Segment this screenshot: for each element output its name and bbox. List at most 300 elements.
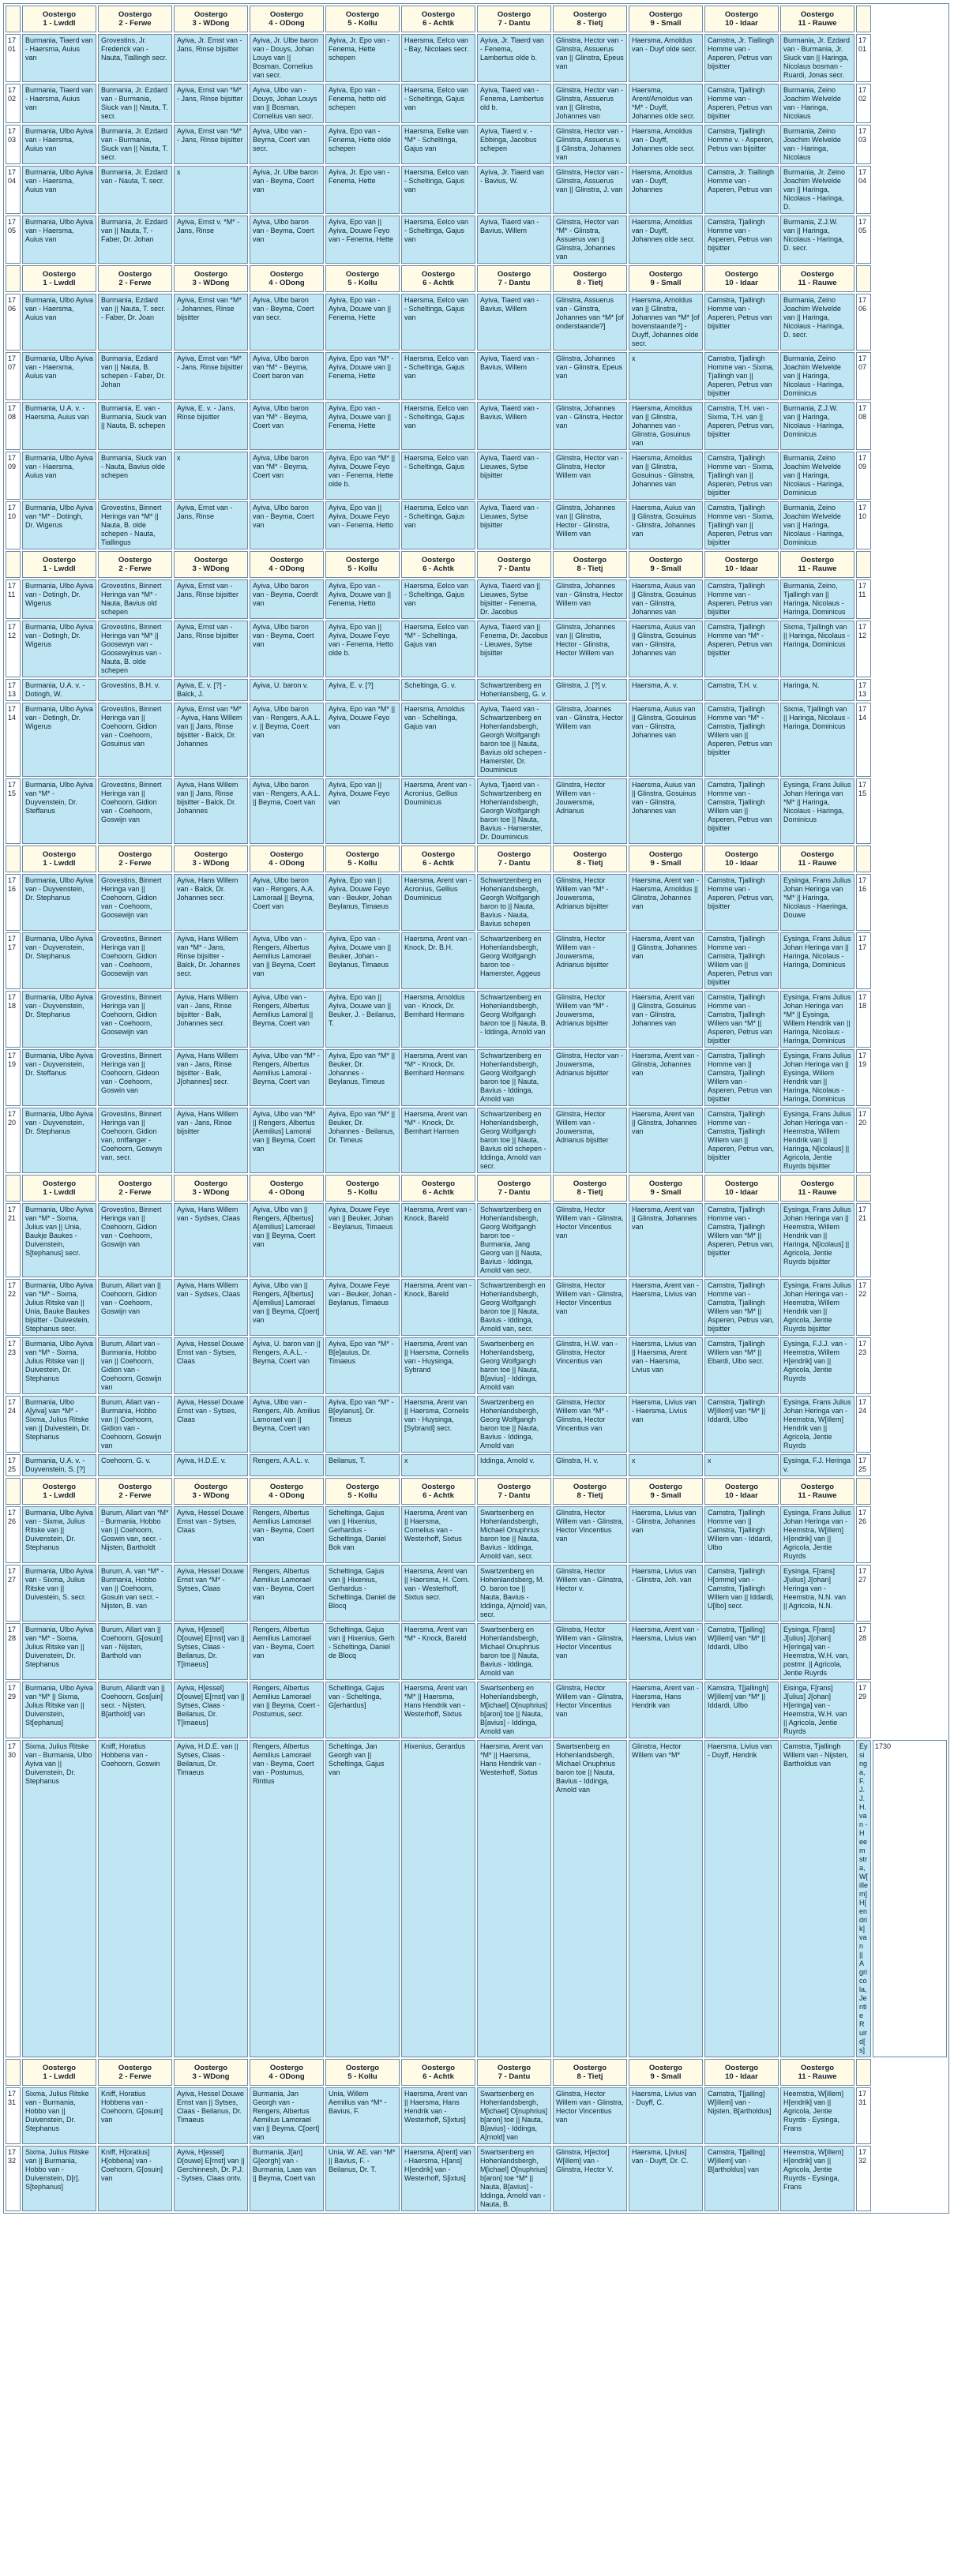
table-cell: x — [401, 1454, 475, 1476]
table-cell: Burmania, Ezdard van || Nauta, B. schepen - Faber, Dr. Johan — [98, 352, 172, 400]
column-name: 5 - Kollu — [347, 859, 377, 868]
table-cell: Ayiva, Ernst van *M* - Jans, Rinse bijsitter — [174, 84, 248, 123]
column-header — [98, 1478, 172, 1505]
year-label-right: 1732 — [856, 2146, 871, 2211]
table-cell: Ayiva, Tiaerd v. - Ebbinga, Jacobus schepen — [477, 125, 551, 164]
column-header-row — [6, 2059, 947, 2086]
column-header — [22, 551, 96, 578]
table-cell: Ayiva, Tiaerd van - Lieuwes, Sytse bijsitter — [477, 452, 551, 500]
corner-cell — [6, 6, 21, 32]
table-cell: Burmania, Ulbo Ayiva van - Haersma, Auius van — [22, 352, 96, 400]
table-cell: Camstra, T[jalling] W[illem] van - Nijsten, B[artholdus] — [704, 2087, 779, 2144]
table-cell: Glinstra, Johannes van || Glinstra, Hector - Glinstra, Willem van — [553, 501, 627, 549]
column-name: 11 - Rauwe — [798, 1491, 837, 1500]
table-cell: Camstra, Tjallingh W[illem] van *M* || Iddardi, Ulbo — [704, 1396, 779, 1453]
table-cell: Camstra, Tjallingh Homme van *M* - Camstra, Tjallingh Willem van || Asperen, Petrus van bijsitter — [704, 703, 779, 777]
table-cell: Burmania, Tiaerd van - Haersma, Auius van — [22, 84, 96, 123]
table-cell: Haersma, Arent van - Knock, Bareld — [401, 1203, 475, 1277]
table-cell: Camstra, Tjallingh Homme van - Camstra, Tjallingh Willem van || Asperen, Petrus van bijsitter — [704, 778, 779, 844]
year-label-left: 1729 — [6, 1682, 21, 1738]
table-cell: Burum, Allart van || Coehoorn, Gidion van - Coehoorn, Goswijn van — [98, 1279, 172, 1336]
column-region: Oostergo — [800, 556, 835, 564]
table-cell: Haersma, Arnoldus van - Knock, Dr. Bernhard Hermans — [401, 991, 475, 1048]
column-name: 3 - WDong — [192, 279, 230, 287]
column-header — [98, 1175, 172, 1202]
column-header — [174, 1478, 248, 1505]
table-cell: Heemstra, W[illem] H[endrik] van || Agricola, Jentie Ruyrds - Eysinga, Frans — [780, 2146, 854, 2211]
column-header — [477, 846, 551, 872]
table-cell: Burmania, Siuck van - Nauta, Bavius olde schepen — [98, 452, 172, 500]
table-cell: Camstra, T.H. van - Sixma, T.H. van || Asperen, Petrus van, bijsitter — [704, 402, 779, 450]
year-label-right: 1718 — [856, 991, 871, 1048]
year-label-right: 1723 — [856, 1337, 871, 1394]
column-region: Oostergo — [118, 2064, 152, 2072]
column-region: Oostergo — [497, 2064, 531, 2072]
table-cell: Eysinga, Frans Julius Johan Heringa van *M* || Haringa, Nicolaus - Haringa, Dominicus — [780, 778, 854, 844]
table-cell: Scheltinga, G. v. — [401, 679, 475, 701]
corner-cell — [6, 846, 21, 872]
table-cell: Haersma, Arent van *M* || Haersma, Hans Hendrik van - Westerhoff, Sixtus — [401, 1682, 475, 1738]
table-cell: Eysinga, Frans Julius Johan Heringa van || Heemstra, Willem Hendrik van || Haringa, N[icolaus] || Agricola, Jentie Ruyrds bijsitter — [780, 1203, 854, 1277]
table-cell: Haersma, Arent van || Glinstra, Johannes van — [629, 932, 703, 989]
table-cell: Ayiva, H.D.E. v. — [174, 1454, 248, 1476]
table-cell: Ayiva, Douwe Feye van || Beuker, Johan - Beylanus, Timaeus — [325, 1203, 400, 1277]
table-cell: Ayiva, Ernst van *M* - Johannes, Rinse bijsitter — [174, 294, 248, 351]
table-cell: Haersma, Arent/Arnoldus van *M* - Duyff, Johannes olde secr. — [629, 84, 703, 123]
table-cell: Glinstra, Hector Willem van - Jouwersma, Adrianus bijsitter — [553, 932, 627, 989]
column-header — [553, 846, 627, 872]
table-cell: Ayiva, Hans Willem van || Jans, Rinse bijsitter - Balck, Dr. Johannes — [174, 778, 248, 844]
table-cell: Camstra, Tjallingh Homme van - Sixma, Tjallingh van || Asperen, Petrus van bijsitter — [704, 352, 779, 400]
table-cell: Haersma, Eelco van - Scheltinga, Gajus van — [401, 294, 475, 351]
table-cell: Ayiva, Ulbo van - Beyma, Coert van secr. — [250, 125, 324, 164]
table-cell: Haersma, Auius van || Glinstra, Gosuinus van - Glinstra, Johannes van — [629, 778, 703, 844]
year-label-left: 1707 — [6, 352, 21, 400]
table-cell: Eysinga, F[rans] J[ulius] J[ohan] H[eringa] van - Heemstra, W.H. van, postmr. || Agricola, Jentie Ruyrds — [780, 1623, 854, 1680]
table-cell: Haersma, A[rent] van - Haersma, H[ans] H[endrik] van - Westerhoff, S[ixtus] — [401, 2146, 475, 2211]
year-row — [6, 874, 947, 931]
table-cell: Haersma, L[ivius] van - Duyff, Dr. C. — [629, 2146, 703, 2211]
table-cell: Haersma, Arent van *M* - Knock, Bareld — [401, 1623, 475, 1680]
year-label-left: 1718 — [6, 991, 21, 1048]
column-header — [629, 846, 703, 872]
column-name: 8 - Tietj — [577, 19, 603, 28]
table-cell: Ayiva, U. baron v. — [250, 679, 324, 701]
column-region: Oostergo — [800, 850, 835, 859]
column-region: Oostergo — [193, 556, 228, 564]
column-header — [629, 551, 703, 578]
column-header — [325, 1478, 400, 1505]
column-region: Oostergo — [269, 2064, 304, 2072]
column-header — [780, 6, 854, 32]
table-cell: Ayiva, H[essel] D[ouwe] E[rnst] van || Sytses, Claas - Beilanus, Dr. T[imaeus] — [174, 1623, 248, 1680]
table-cell: Haringa, N. — [780, 679, 854, 701]
table-cell: Camstra, Tjallingh Homme van - Camstra, Tjallingh Willem van *M* || Asperen, Petrus van bijsitter — [704, 991, 779, 1048]
table-cell: Grovestins, Binnert Heringa van || Coehoorn, Gidion van, ontfanger - Coehoorn, Goswyn van, secr. — [98, 1108, 172, 1173]
table-cell: Burum, Allart van - Burmania, Hobbo van || Coehoorn, Gidion van - Coehoorn, Goswijn van — [98, 1396, 172, 1453]
column-region: Oostergo — [42, 270, 77, 279]
table-cell: Eysinga, Frans Julius Johan Heringa van - Heemstra, Willem Hendrik van || Agricola, Jentie Ruyrds bijsitter — [780, 1279, 854, 1336]
year-label-left: 1709 — [6, 452, 21, 500]
table-cell: Ayiva, Jr. Ulbe baron van - Douys, Johan Louys van || Bosman, Cornelius van secr. — [250, 34, 324, 82]
column-name: 4 - ODong — [269, 564, 305, 573]
corner-cell — [6, 1175, 21, 1202]
year-row — [6, 501, 947, 549]
column-region: Oostergo — [345, 1483, 380, 1491]
column-header — [401, 1175, 475, 1202]
table-cell: Ayiva, Epo van || Ayiva, Douwe Feyo van - Fenema, Hetto — [325, 501, 400, 549]
table-cell: Glinstra, Hector van - Jouwersma, Adrianus bijsitter — [553, 1049, 627, 1106]
table-cell: Ayiva, Ulbo van || Rengers, A[lbertus] A[emilius] Lamorael van || Beyma, C[oert] van — [250, 1279, 324, 1336]
table-cell: Burmania, Ulbo Ayiva van - Haersma, Auius van — [22, 452, 96, 500]
table-cell: Scheltinga, Gajus van - Scheltinga, G[erhardus] — [325, 1682, 400, 1738]
table-cell: Haersma, Livius van - Duyff, C. — [629, 2087, 703, 2144]
table-cell: Glinstra, Johannes van - Glinstra, Epeus van — [553, 352, 627, 400]
column-header — [780, 2059, 854, 2086]
year-label-right: 1707 — [856, 352, 871, 400]
table-cell: Glinstra, Hector van - Glinstra, Assuerus v. || Glinstra, Johannes van — [553, 125, 627, 164]
column-header — [477, 2059, 551, 2086]
column-region: Oostergo — [269, 556, 304, 564]
year-label-left: 1705 — [6, 216, 21, 264]
table-cell: Ayiva, Epo van - Ayiva, Douwe van || Fenema, Hette — [325, 294, 400, 351]
year-label-right: 1713 — [856, 679, 871, 701]
column-name: 1 - Lwddl — [43, 2072, 76, 2081]
table-cell: Schwartzenberg en Hohenlandsbergh, Georg Wolfgangh baron toe - Burmania, Jang Georg van || Nauta, Bavius - Iddinga, Arnold van secr. — [477, 1203, 551, 1277]
table-cell: Haersma, Livius van - Duyff, Hendrik — [704, 1740, 779, 2057]
column-region: Oostergo — [648, 850, 683, 859]
column-name: 4 - ODong — [269, 279, 305, 287]
column-region: Oostergo — [573, 1483, 607, 1491]
column-name: 2 - Ferwe — [118, 2072, 152, 2081]
table-cell: Ayiva, Ernst van - Jans, Rinse — [174, 501, 248, 549]
table-cell: Glinstra, Hector Willem van - Glinstra, Hector Vincentius van — [553, 1623, 627, 1680]
column-region: Oostergo — [421, 1483, 456, 1491]
table-cell: Kniff, Horatius Hobbena van - Coehoorn, G[osuin] van — [98, 2087, 172, 2144]
table-cell: Haersma, Livius van - Haersma, Livius van — [629, 1396, 703, 1453]
column-name: 11 - Rauwe — [798, 859, 837, 868]
table-cell: x — [629, 352, 703, 400]
column-header — [401, 6, 475, 32]
column-name: 3 - WDong — [192, 2072, 230, 2081]
table-cell: Ayiva, Ernst van *M* - Jans, Rinse bijsitter — [174, 125, 248, 164]
year-label-right: 1720 — [856, 1108, 871, 1173]
column-name: 2 - Ferwe — [118, 279, 152, 287]
table-cell: Glinstra, Hector Willem van - Glinstra, Hector Vincentius van — [553, 1203, 627, 1277]
table-cell: Ayiva, Epo van || Ayiva, Douwe Feyo van - Beuker, Johan Beylanus, Timaeus — [325, 874, 400, 931]
year-label-left: 1719 — [6, 1049, 21, 1106]
column-region: Oostergo — [648, 2064, 683, 2072]
table-cell: Ayiva, Tiaerd van || Fenema, Dr. Jacobus - Lieuwes, Sytse bijsitter — [477, 621, 551, 677]
column-name: 10 - Idaar — [725, 19, 758, 28]
table-cell: Burmania, Ulbo Ayiva van - Dotingh, Dr. Wigerus — [22, 579, 96, 619]
table-cell: Camstra, T[jalling] W[illem] van *M* || Iddardi, Ulbo — [704, 1623, 779, 1680]
year-label-left: 1722 — [6, 1279, 21, 1336]
column-region: Oostergo — [497, 1483, 531, 1491]
table-cell: Glinstra, Hector Willem van - Jouwersma, Adrianus bijsitter — [553, 1108, 627, 1173]
column-header — [325, 551, 400, 578]
table-cell: Glinstra, J. [?] v. — [553, 679, 627, 701]
table-cell: Ayiva, Ulbo baron van - Rengers, A.A.L. || Beyma, Coert van — [250, 778, 324, 844]
column-header — [174, 551, 248, 578]
corner-cell — [856, 846, 871, 872]
year-label-right: 1731 — [856, 2087, 871, 2144]
column-header — [174, 265, 248, 292]
column-header — [22, 2059, 96, 2086]
table-cell: Burmania, Zeino Joachim Welvelde van || Haringa, Nicolaus - Haringa, Dominicus — [780, 452, 854, 500]
year-label-right: 1701 — [856, 34, 871, 82]
column-header — [325, 846, 400, 872]
year-label-right: 1711 — [856, 579, 871, 619]
year-label-left: 1726 — [6, 1506, 21, 1563]
table-cell: Sixma, Tjallingh van || Haringa, Nicolaus - Haringa, Dominicus — [780, 703, 854, 777]
table-cell: Burmania, U.A. v. - Dotingh, W. — [22, 679, 96, 701]
year-label-left: 1732 — [6, 2146, 21, 2211]
table-cell: Schwartzenberg en Hohenlansberg, G. v. — [477, 679, 551, 701]
table-cell: Burmania, Jr. Ezdard van - Burmania, Jr. Siuck van || Haringa, Nicolaus bosman - Ruardi, Jonas secr. — [780, 34, 854, 82]
column-name: 5 - Kollu — [347, 1188, 377, 1197]
table-cell: Burmania, Ulbo Ayiva van *M* - Sixma, Julius Ritske van || Unia, Bauke Baukes bijsitter - Duivestein, Stephanus secr. — [22, 1279, 96, 1336]
column-header — [325, 2059, 400, 2086]
column-header — [401, 846, 475, 872]
table-cell: Scheltinga, Jan Georgh van || Scheltinga, Gajus van — [325, 1740, 400, 2057]
column-name: 4 - ODong — [269, 1188, 305, 1197]
column-header — [780, 551, 854, 578]
table-cell: Swartsenberg en Hohenlandsbergh, M[ichael] O[nuphrius] b[aron] toe *M* || Nauta, B[avius] - Iddinga, Arnold van - Nauta, B. — [477, 2146, 551, 2211]
column-name: 8 - Tietj — [577, 1188, 603, 1197]
column-region: Oostergo — [800, 2064, 835, 2072]
table-cell: Ayiva, Ulbo baron van - Beyma, Coert van secr. — [250, 294, 324, 351]
column-region: Oostergo — [269, 10, 304, 19]
year-label-left: 1725 — [6, 1454, 21, 1476]
table-cell: Haersma, Eelco van - Scheltinga, Gajus van — [401, 501, 475, 549]
table-cell: Swartsenberg en Hohenlandsbergh, Michael Onuphrius baron toe || Nauta, Bavius - Iddinga, Arnold van, secr. — [477, 1506, 551, 1563]
table-cell: Ayiva, Epo van *M* - B[e]auius, Dr. Timaeus — [325, 1337, 400, 1394]
table-cell: Ayiva, Hessel Douwe Ernst van - Sytses, Claas — [174, 1396, 248, 1453]
column-region: Oostergo — [118, 556, 152, 564]
table-cell: Sixma, Tjallingh van || Haringa, Nicolaus - Haringa, Dominicus — [780, 621, 854, 677]
table-cell: Camstra, Tjallingh Homme van - Asperen, Petrus van bijsitter — [704, 216, 779, 264]
table-cell: Haersma, Arnoldus van - Duyff, Johannes olde secr. — [629, 216, 703, 264]
table-cell: Glinstra, Hector Willem van - Jouwersma, Adrianus — [553, 778, 627, 844]
table-cell: Haersma, Eelco van - Scheltinga, Gajus van — [401, 402, 475, 450]
year-label-right: 1719 — [856, 1049, 871, 1106]
column-header — [553, 6, 627, 32]
table-cell: Ayiva, Jr. Ulbe baron van - Beyma, Coert van — [250, 166, 324, 214]
table-cell: Ayiva, Tjaerd van - Schwartzenberg en Hohenlandsbergh, Georgh Wolfgangh baron toe || Nauta, Bavius - Hamerster, Dr. Douminicus — [477, 778, 551, 844]
year-row — [6, 778, 947, 844]
table-cell: Glinstra, Hector Willem van *M* - Jouwersma, Adrianus bijsitter — [553, 874, 627, 931]
column-region: Oostergo — [193, 1483, 228, 1491]
table-cell: Haersma, Arent van - Knock, Dr. B.H. — [401, 932, 475, 989]
table-cell: Burmania, Ulbo Ayiva van - Duyvenstein, Dr. Stephanus — [22, 874, 96, 931]
table-cell: Ayiva, Epo van *M* - B[eylanus], Dr. Timeus — [325, 1396, 400, 1453]
table-cell: Kamstra, T[jallingh] W[illem] van *M* || Iddardi, Ulbo — [704, 1682, 779, 1738]
table-cell: Schwartzenberg en Hohenlandsbergh, Georg Wolfgangh baron toe || Nauta, Bavius old schepen - Iddinga, Arnold van secr. — [477, 1108, 551, 1173]
table-cell: Burmania, Ulbo Ayiva van *M* - Sixma, Julius van || Unia, Baukje Baukes - Duivenstein, S[tephanus] secr. — [22, 1203, 96, 1277]
table-cell: Haersma, Eelco van - Scheltinga, Gajus — [401, 452, 475, 500]
year-label-left: 1720 — [6, 1108, 21, 1173]
column-region: Oostergo — [421, 556, 456, 564]
column-name: 9 - Small — [650, 19, 682, 28]
column-region: Oostergo — [573, 556, 607, 564]
table-cell: Scheltinga, Gajus van || Hixenius, Gerhardus - Scheltinga, Daniel de Blocq — [325, 1565, 400, 1622]
year-row — [6, 166, 947, 214]
table-cell: Glinstra, Hector Willem van - Glinstra, Hector v. — [553, 1565, 627, 1622]
table-cell: Sixma, Julius Ritske van || Burmania, Hobbo van - Duivenstein, D[r]. S[tephanus] — [22, 2146, 96, 2211]
table-cell: Haersma, Eelco van *M* - Scheltinga, Gajus van — [401, 621, 475, 677]
column-name: 4 - ODong — [269, 19, 305, 28]
table-cell: Camstra, Tjallingh Homme van - Camstra, Tjallingh Willem van *M* || Asperen, Petrus van, bijsitter — [704, 1203, 779, 1277]
table-cell: Ayiva, Ulbo baron van - Beyma, Coert van — [250, 501, 324, 549]
column-header — [780, 265, 854, 292]
table-cell: Grovestins, Binnert Heringa van || Coehoorn, Gidion van - Coehoorn, Goosewijn van — [98, 991, 172, 1048]
table-cell: Glinstra, H.W. van - Glinstra, Hector Vincentius van — [553, 1337, 627, 1394]
column-region: Oostergo — [193, 850, 228, 859]
column-header — [98, 846, 172, 872]
column-header — [780, 846, 854, 872]
table-cell: Burmania, Ulbo A[yiva] van *M* - Sixma, Julius Ritske van || Duivestein, Dr. Stephanus — [22, 1396, 96, 1453]
year-label-right: 1721 — [856, 1203, 871, 1277]
column-header — [22, 846, 96, 872]
column-name: 8 - Tietj — [577, 1491, 603, 1500]
table-cell: Ayiva, Ulbo van || Rengers, A[lbertus] A[emilius] Lamorael van || Beyma, Coert van — [250, 1203, 324, 1277]
table-cell: Haersma, Arent van - Haersma, Livius van — [629, 1279, 703, 1336]
table-cell: Haersma, Arnoldus van - Scheltinga, Gajus van — [401, 703, 475, 777]
table-cell: Ayiva, Ulbo van - Rengers, Alb. Amilius Lamorael van || Beyma, Coert van — [250, 1396, 324, 1453]
table-cell: Haersma, Arent van - Haersma, Livius van — [629, 1623, 703, 1680]
table-cell: Eysinga, F.J. Heringa v. — [780, 1454, 854, 1476]
column-header — [250, 2059, 324, 2086]
table-cell: Glinstra, Hector van - Glinstra, Assuerus van || Glinstra, Epeus van — [553, 34, 627, 82]
column-name: 9 - Small — [650, 859, 682, 868]
table-cell: Camstra, T.H. v. — [704, 679, 779, 701]
year-row — [6, 352, 947, 400]
table-cell: Haersma, Arent van - Knock, Bareld — [401, 1279, 475, 1336]
column-name: 10 - Idaar — [725, 564, 758, 573]
table-cell: Haersma, Eelco van - Scheltinga, Gajus van — [401, 84, 475, 123]
column-region: Oostergo — [497, 10, 531, 19]
year-row — [6, 991, 947, 1048]
table-cell: Burmania, Zeino Joachim Welvelde van || Haringa, Nicolaus - Haringa, Dominicus — [780, 352, 854, 400]
table-cell: Haersma, Arent van || Haersma, Cornelius van - Westerhoff, Sixtus — [401, 1506, 475, 1563]
table-cell: Haersma, Arent van - Glinstra, Johannes van — [629, 1049, 703, 1106]
column-name: 5 - Kollu — [347, 2072, 377, 2081]
column-name: 5 - Kollu — [347, 19, 377, 28]
column-name: 2 - Ferwe — [118, 1491, 152, 1500]
column-region: Oostergo — [724, 2064, 759, 2072]
table-cell: Kniff, Horatius Hobbena van - Coehoorn, Goswin — [98, 1740, 172, 2057]
column-region: Oostergo — [648, 1179, 683, 1188]
table-cell: Eysinga, Frans Julius Johan Heringa van *M* || Haringa, Nicolaus - Haeringa, Douwe — [780, 874, 854, 931]
table-cell: Ayiva, Epo van *M* || Beuker, Dr. Johannes - Beylanus, Timeus — [325, 1049, 400, 1106]
column-region: Oostergo — [421, 270, 456, 279]
year-row — [6, 621, 947, 677]
column-name: 3 - WDong — [192, 1188, 230, 1197]
column-region: Oostergo — [724, 270, 759, 279]
table-cell: Ayiva, E. v. - Jans, Rinse bijsitter — [174, 402, 248, 450]
table-cell: Rengers, Albertus Aemilius Lamorael van - Beyma, Coert van — [250, 1565, 324, 1622]
column-name: 6 - Achtk — [423, 1188, 454, 1197]
column-header — [22, 6, 96, 32]
corner-cell — [856, 265, 871, 292]
column-region: Oostergo — [497, 850, 531, 859]
year-label-left: 1710 — [6, 501, 21, 549]
column-name: 11 - Rauwe — [798, 1188, 837, 1197]
table-cell: Burmania, Z.J.W. van || Haringa, Nicolaus - Haringa, Dominicus — [780, 402, 854, 450]
table-cell: Ayiva, Jr. Epo van - Fenema, Hette — [325, 166, 400, 214]
table-cell: Burmania, Jan Georgh van - Rengers, Albertus Aemilius Lamorael van || Beyma, C[oert] van — [250, 2087, 324, 2144]
column-region: Oostergo — [800, 1179, 835, 1188]
table-cell: Ayiva, Ernst van - Jans, Rinse bijsitter — [174, 621, 248, 677]
table-cell: Haersma, Livius van || Haersma, Arent van - Haersma, Livius van — [629, 1337, 703, 1394]
table-cell: Burum, A. van *M* - Burmania, Hobbo van || Coehoorn, Gosuin van secr. - Nijsten, B. van — [98, 1565, 172, 1622]
table-cell: Glinstra, Hector Willem van *M* — [629, 1740, 703, 2057]
table-cell: Ayiva, Hessel Douwe Ernst van - Sytses, Claas — [174, 1337, 248, 1394]
column-header — [325, 6, 400, 32]
table-cell: Burmania, Jr. Ezdard van - Burmania, Siuck van || Nauta, T. secr. — [98, 125, 172, 164]
table-cell: Haersma, Arnoldus van || Glinstra, Johannes van - Glinstra, Gosuinus van — [629, 402, 703, 450]
table-cell: Camstra, Tjallingh Homme van - Camstra, Tjallingh Willem van || Asperen, Petrus van, bijsitter — [704, 1108, 779, 1173]
column-name: 9 - Small — [650, 2072, 682, 2081]
column-header — [325, 265, 400, 292]
year-label-right: 1716 — [856, 874, 871, 931]
table-cell: Rengers, Albertus Aemilius Lamorael van - Beyma, Coert van - Postumus, Rintius — [250, 1740, 324, 2057]
year-row — [6, 1337, 947, 1394]
year-label-left: 1730 — [6, 1740, 21, 2057]
table-cell: Ayiva, Hans Willem van - Jans, Rinse bijsitter - Balk, J[ohannes] secr. — [174, 1049, 248, 1106]
table-cell: Glinstra, Johannes van - Glinstra, Hector Willem van — [553, 579, 627, 619]
table-cell: Grovestins, Binnert Heringa van || Coehoorn, Gidion van - Coehoorn, Goswijn van — [98, 778, 172, 844]
column-name: 7 - Dantu — [498, 859, 531, 868]
table-cell: Burmania, Zeino Joachim Welvelde van - Haringa, Nicolaus — [780, 84, 854, 123]
column-header — [174, 6, 248, 32]
column-region: Oostergo — [118, 850, 152, 859]
column-name: 6 - Achtk — [423, 1491, 454, 1500]
table-cell: Iddinga, Arnold v. — [477, 1454, 551, 1476]
table-cell: Burmania, Ulbo Ayiva van - Dotingh, Dr. Wigerus — [22, 703, 96, 777]
column-region: Oostergo — [193, 10, 228, 19]
column-name: 1 - Lwddl — [43, 279, 76, 287]
table-cell: Ayiva, H.D.E. van || Sytses, Claas - Beilanus, Dr. Timaeus — [174, 1740, 248, 2057]
column-region: Oostergo — [421, 850, 456, 859]
year-label-right: 1709 — [856, 452, 871, 500]
year-row — [6, 1565, 947, 1622]
table-cell: Burmania, Ulbo Ayiva van - Sixma, Julius Ritske van || Duivenstein, Dr. Stephanus — [22, 1506, 96, 1563]
table-cell: Kniff, H[oratius] H[obbena] van - Coehoorn, G[osuin] van — [98, 2146, 172, 2211]
table-cell: Ayiva, Epo van *M* - Ayiva, Douwe van || Fenema, Hette — [325, 352, 400, 400]
table-cell: Haersma, Eelco van - Scheltinga, Gajus van — [401, 216, 475, 264]
column-header — [477, 1478, 551, 1505]
table-cell: Burmania, Ulbo Ayiva van *M* - Dotingh, Dr. Wigerus — [22, 501, 96, 549]
table-cell: Ayiva, Ernst van *M* - Jans, Rinse bijsitter — [174, 352, 248, 400]
table-cell: Ayiva, U. baron van || Rengers, A.A.L. - Beyma, Coert van — [250, 1337, 324, 1394]
table-cell: Haersma, Arnoldus van - Duyff, Johannes — [629, 166, 703, 214]
table-cell: Schwartzenberg en Hohenlandsbergh, Georg Wolfgangh baron toe || Nauta, B. - Iddinga, Arnold van — [477, 991, 551, 1048]
table-cell: Ayiva, Ulbe baron van *M* - Beyma, Coert van — [250, 452, 324, 500]
column-header — [704, 6, 779, 32]
column-header — [98, 551, 172, 578]
column-region: Oostergo — [42, 556, 77, 564]
table-cell: Grovestins, Jr. Frederick van - Nauta, Tiallingh secr. — [98, 34, 172, 82]
table-cell: Ayiva, Tiaerd van || Lieuwes, Sytse bijsitter - Fenema, Dr. Jacobus — [477, 579, 551, 619]
year-row — [6, 1049, 947, 1106]
column-header — [22, 1175, 96, 1202]
table-cell: Ayiva, Epo van - Ayiva, Douwe van || Beuker, Johan - Beylanus, Timaeus — [325, 932, 400, 989]
table-cell: Camstra, Tjallingh Homme van - Asperen, Petrus van bijsitter — [704, 294, 779, 351]
column-name: 2 - Ferwe — [118, 19, 152, 28]
table-cell: Ayiva, Ernst van - Jans, Rinse bijsitter — [174, 579, 248, 619]
